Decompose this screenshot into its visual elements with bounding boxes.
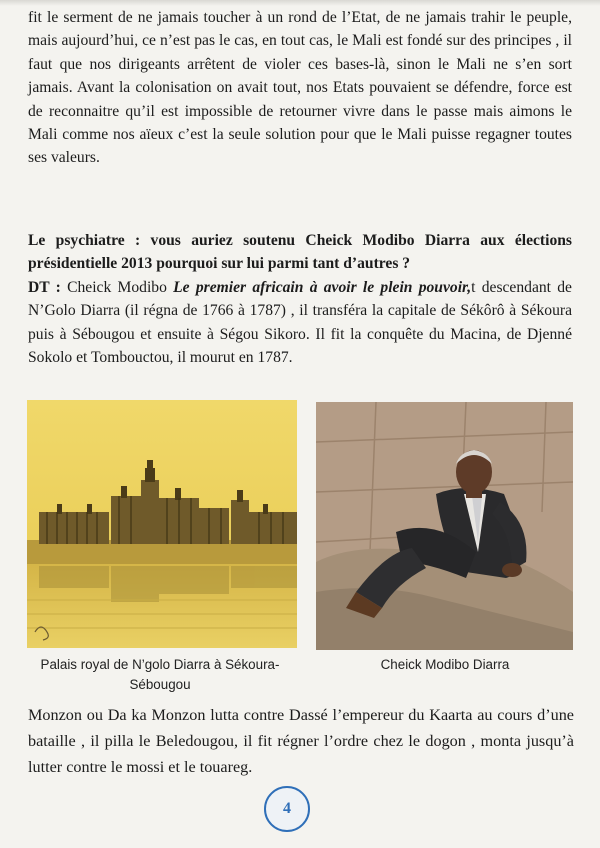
interview-question-answer <box>28 229 572 369</box>
interview-question: Le psychiatre : vous auriez soutenu Cheick Modibo Diarra aux élections présidentielle 2013 pourquoi sur lui parmi tant d’autres ? <box>28 232 572 273</box>
palace-illustration <box>27 400 297 648</box>
closing-text: Monzon ou Da ka Monzon lutta contre Dassé l’empereur du Kaarta au cours d’une bataille , il pilla le Beledougou, il fit régner l’ordre chez le dogon , monta jusqu’à lutter contre le mossi et le touareg. <box>28 706 574 776</box>
portrait-caption: Cheick Modibo Diarra <box>380 657 510 672</box>
palace-caption: Palais royal de N’golo Diarra à Sékoura-Sébougou <box>40 657 280 692</box>
closing-paragraph <box>28 702 574 780</box>
intro-text: fit le serment de ne jamais toucher à un rond de l’Etat, de ne jamais trahir le peuple, mais aujourd’hui, ce n’est pas le cas, en tout cas, le Mali est fondé sur des principes , il faut que nos dirigeants arrêtent de violer ces bases-là, sinon le Mali ne s’en sort jamais. Avant la colonisation on avait tout, nos Etats pouvaient se défendre, force est de reconnaitre qu’il est impossible de retourner vivre dans le passe mais aimons le Mali comme nos aïeux c’est la seule solution pour que le Mali puisse regagner toutes ses valeurs. <box>28 9 572 167</box>
answer-speaker-label: DT : <box>28 278 61 296</box>
page-number: 4 <box>264 786 310 832</box>
answer-text-start: Cheick Modibo <box>60 278 174 296</box>
answer-emphasis: Le premier africain à avoir le plein pouvoir, <box>173 278 472 296</box>
answer-text-rest: t descendant de N’Golo Diarra (il régna de 1766 à 1787) , il transféra la capitale de Sékôrô à Sékoura puis à Sébougou et ensuite à Ségou Sikoro. Il fit la conquête du Macina, de Djenné Sokolo et Tombouctou, il mourut en 1787. <box>28 278 572 367</box>
intro-paragraph <box>28 6 572 170</box>
portrait-photo <box>316 402 573 650</box>
portrait-drawing <box>316 402 573 650</box>
palace-drawing <box>27 400 297 648</box>
interview-answer <box>28 276 572 370</box>
